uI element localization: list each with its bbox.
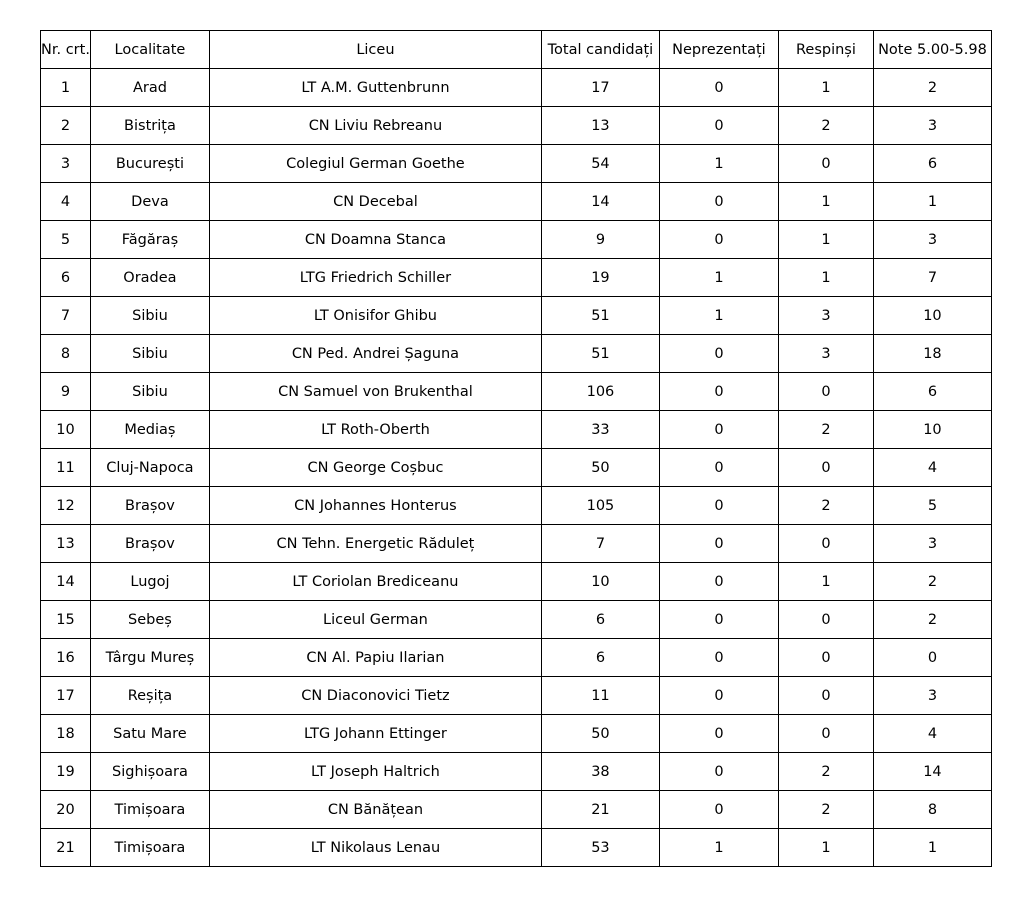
cell-neprezentati: 0 [659,677,778,715]
cell-total-candidati: 21 [541,791,659,829]
table-row [41,107,992,145]
table-row [41,69,992,107]
cell-nr-crt: 15 [41,601,91,639]
table-row [41,183,992,221]
table-row [41,525,992,563]
cell-liceu: Colegiul German Goethe [209,145,541,183]
cell-note: 2 [873,69,991,107]
table-row [41,791,992,829]
cell-localitate: Sibiu [90,335,209,373]
header-nr-crt: Nr. crt. [41,31,91,69]
cell-note: 2 [873,601,991,639]
cell-respinsi: 3 [778,335,873,373]
cell-note: 6 [873,145,991,183]
cell-total-candidati: 6 [541,639,659,677]
cell-liceu: CN Liviu Rebreanu [209,107,541,145]
cell-respinsi: 2 [778,753,873,791]
cell-note: 3 [873,525,991,563]
cell-note: 1 [873,829,991,867]
cell-respinsi: 0 [778,715,873,753]
cell-nr-crt: 8 [41,335,91,373]
cell-localitate: Deva [90,183,209,221]
cell-total-candidati: 51 [541,335,659,373]
cell-neprezentati: 0 [659,791,778,829]
table-row [41,677,992,715]
cell-total-candidati: 19 [541,259,659,297]
cell-liceu: CN Al. Papiu Ilarian [209,639,541,677]
cell-neprezentati: 1 [659,259,778,297]
cell-neprezentati: 0 [659,335,778,373]
cell-liceu: CN Samuel von Brukenthal [209,373,541,411]
cell-total-candidati: 9 [541,221,659,259]
table-row [41,487,992,525]
cell-localitate: Bistrița [90,107,209,145]
cell-localitate: Reșița [90,677,209,715]
cell-localitate: Sibiu [90,297,209,335]
header-liceu: Liceu [209,31,541,69]
cell-neprezentati: 0 [659,411,778,449]
cell-nr-crt: 13 [41,525,91,563]
cell-note: 3 [873,107,991,145]
cell-total-candidati: 53 [541,829,659,867]
cell-total-candidati: 7 [541,525,659,563]
cell-respinsi: 0 [778,677,873,715]
header-note: Note 5.00-5.98 [873,31,991,69]
cell-localitate: Brașov [90,525,209,563]
cell-total-candidati: 50 [541,449,659,487]
cell-total-candidati: 13 [541,107,659,145]
cell-liceu: LT Coriolan Brediceanu [209,563,541,601]
header-localitate: Localitate [90,31,209,69]
cell-total-candidati: 38 [541,753,659,791]
cell-nr-crt: 9 [41,373,91,411]
cell-liceu: LT Roth-Oberth [209,411,541,449]
table-row [41,221,992,259]
cell-liceu: LTG Johann Ettinger [209,715,541,753]
cell-total-candidati: 51 [541,297,659,335]
cell-neprezentati: 1 [659,829,778,867]
cell-liceu: CN Tehn. Energetic Răduleț [209,525,541,563]
header-neprezentati: Neprezentați [659,31,778,69]
cell-respinsi: 0 [778,601,873,639]
cell-liceu: CN Decebal [209,183,541,221]
cell-neprezentati: 0 [659,601,778,639]
cell-nr-crt: 17 [41,677,91,715]
cell-localitate: Timișoara [90,791,209,829]
cell-neprezentati: 0 [659,487,778,525]
cell-nr-crt: 10 [41,411,91,449]
cell-total-candidati: 50 [541,715,659,753]
cell-neprezentati: 0 [659,221,778,259]
cell-neprezentati: 0 [659,525,778,563]
cell-neprezentati: 0 [659,69,778,107]
cell-liceu: LT Joseph Haltrich [209,753,541,791]
cell-localitate: Sebeș [90,601,209,639]
cell-liceu: CN Doamna Stanca [209,221,541,259]
cell-neprezentati: 1 [659,297,778,335]
results-table [40,30,992,867]
cell-localitate: Mediaș [90,411,209,449]
cell-neprezentati: 0 [659,373,778,411]
cell-nr-crt: 19 [41,753,91,791]
table-row [41,715,992,753]
cell-liceu: LT Onisifor Ghibu [209,297,541,335]
cell-respinsi: 0 [778,449,873,487]
cell-neprezentati: 0 [659,753,778,791]
cell-note: 6 [873,373,991,411]
cell-respinsi: 2 [778,791,873,829]
cell-respinsi: 1 [778,259,873,297]
cell-nr-crt: 18 [41,715,91,753]
table-row [41,601,992,639]
cell-nr-crt: 3 [41,145,91,183]
cell-liceu: LTG Friedrich Schiller [209,259,541,297]
cell-respinsi: 2 [778,487,873,525]
table-row [41,829,992,867]
cell-localitate: Satu Mare [90,715,209,753]
cell-total-candidati: 106 [541,373,659,411]
table-row [41,297,992,335]
cell-localitate: Cluj-Napoca [90,449,209,487]
cell-note: 18 [873,335,991,373]
cell-nr-crt: 5 [41,221,91,259]
cell-respinsi: 1 [778,69,873,107]
cell-localitate: Făgăraș [90,221,209,259]
cell-nr-crt: 2 [41,107,91,145]
cell-note: 2 [873,563,991,601]
cell-localitate: Târgu Mureș [90,639,209,677]
cell-respinsi: 0 [778,373,873,411]
cell-neprezentati: 0 [659,183,778,221]
cell-note: 8 [873,791,991,829]
cell-nr-crt: 12 [41,487,91,525]
cell-note: 7 [873,259,991,297]
table-header-row [41,31,992,69]
cell-liceu: LT A.M. Guttenbrunn [209,69,541,107]
cell-total-candidati: 54 [541,145,659,183]
table-row [41,753,992,791]
cell-nr-crt: 21 [41,829,91,867]
cell-liceu: CN Diaconovici Tietz [209,677,541,715]
table-row [41,411,992,449]
table-row [41,145,992,183]
cell-total-candidati: 105 [541,487,659,525]
table-row [41,259,992,297]
cell-neprezentati: 0 [659,449,778,487]
cell-total-candidati: 10 [541,563,659,601]
cell-total-candidati: 6 [541,601,659,639]
cell-localitate: Arad [90,69,209,107]
cell-note: 3 [873,221,991,259]
cell-neprezentati: 0 [659,715,778,753]
cell-note: 10 [873,411,991,449]
cell-neprezentati: 1 [659,145,778,183]
cell-total-candidati: 11 [541,677,659,715]
cell-localitate: Sighișoara [90,753,209,791]
table-row [41,449,992,487]
cell-localitate: Sibiu [90,373,209,411]
cell-liceu: CN George Coșbuc [209,449,541,487]
cell-localitate: București [90,145,209,183]
cell-nr-crt: 1 [41,69,91,107]
cell-localitate: Timișoara [90,829,209,867]
header-respinsi: Respinși [778,31,873,69]
cell-note: 3 [873,677,991,715]
cell-respinsi: 0 [778,145,873,183]
cell-nr-crt: 4 [41,183,91,221]
cell-total-candidati: 17 [541,69,659,107]
cell-respinsi: 1 [778,183,873,221]
cell-note: 4 [873,449,991,487]
cell-respinsi: 0 [778,639,873,677]
cell-neprezentati: 0 [659,639,778,677]
table-row [41,335,992,373]
cell-liceu: LT Nikolaus Lenau [209,829,541,867]
cell-liceu: CN Ped. Andrei Șaguna [209,335,541,373]
table-row [41,639,992,677]
cell-neprezentati: 0 [659,107,778,145]
cell-nr-crt: 7 [41,297,91,335]
cell-respinsi: 0 [778,525,873,563]
cell-nr-crt: 20 [41,791,91,829]
cell-liceu: CN Johannes Honterus [209,487,541,525]
cell-nr-crt: 16 [41,639,91,677]
table-row [41,563,992,601]
cell-total-candidati: 14 [541,183,659,221]
cell-note: 0 [873,639,991,677]
cell-localitate: Lugoj [90,563,209,601]
table-row [41,373,992,411]
cell-localitate: Brașov [90,487,209,525]
cell-respinsi: 1 [778,221,873,259]
cell-localitate: Oradea [90,259,209,297]
cell-note: 5 [873,487,991,525]
cell-neprezentati: 0 [659,563,778,601]
cell-nr-crt: 11 [41,449,91,487]
cell-total-candidati: 33 [541,411,659,449]
table-body [41,69,992,867]
cell-note: 10 [873,297,991,335]
cell-respinsi: 2 [778,107,873,145]
cell-note: 14 [873,753,991,791]
cell-note: 1 [873,183,991,221]
cell-respinsi: 2 [778,411,873,449]
cell-respinsi: 1 [778,563,873,601]
cell-respinsi: 3 [778,297,873,335]
cell-liceu: CN Bănățean [209,791,541,829]
cell-note: 4 [873,715,991,753]
cell-nr-crt: 14 [41,563,91,601]
cell-respinsi: 1 [778,829,873,867]
cell-liceu: Liceul German [209,601,541,639]
header-total-candidati: Total candidați [541,31,659,69]
cell-nr-crt: 6 [41,259,91,297]
